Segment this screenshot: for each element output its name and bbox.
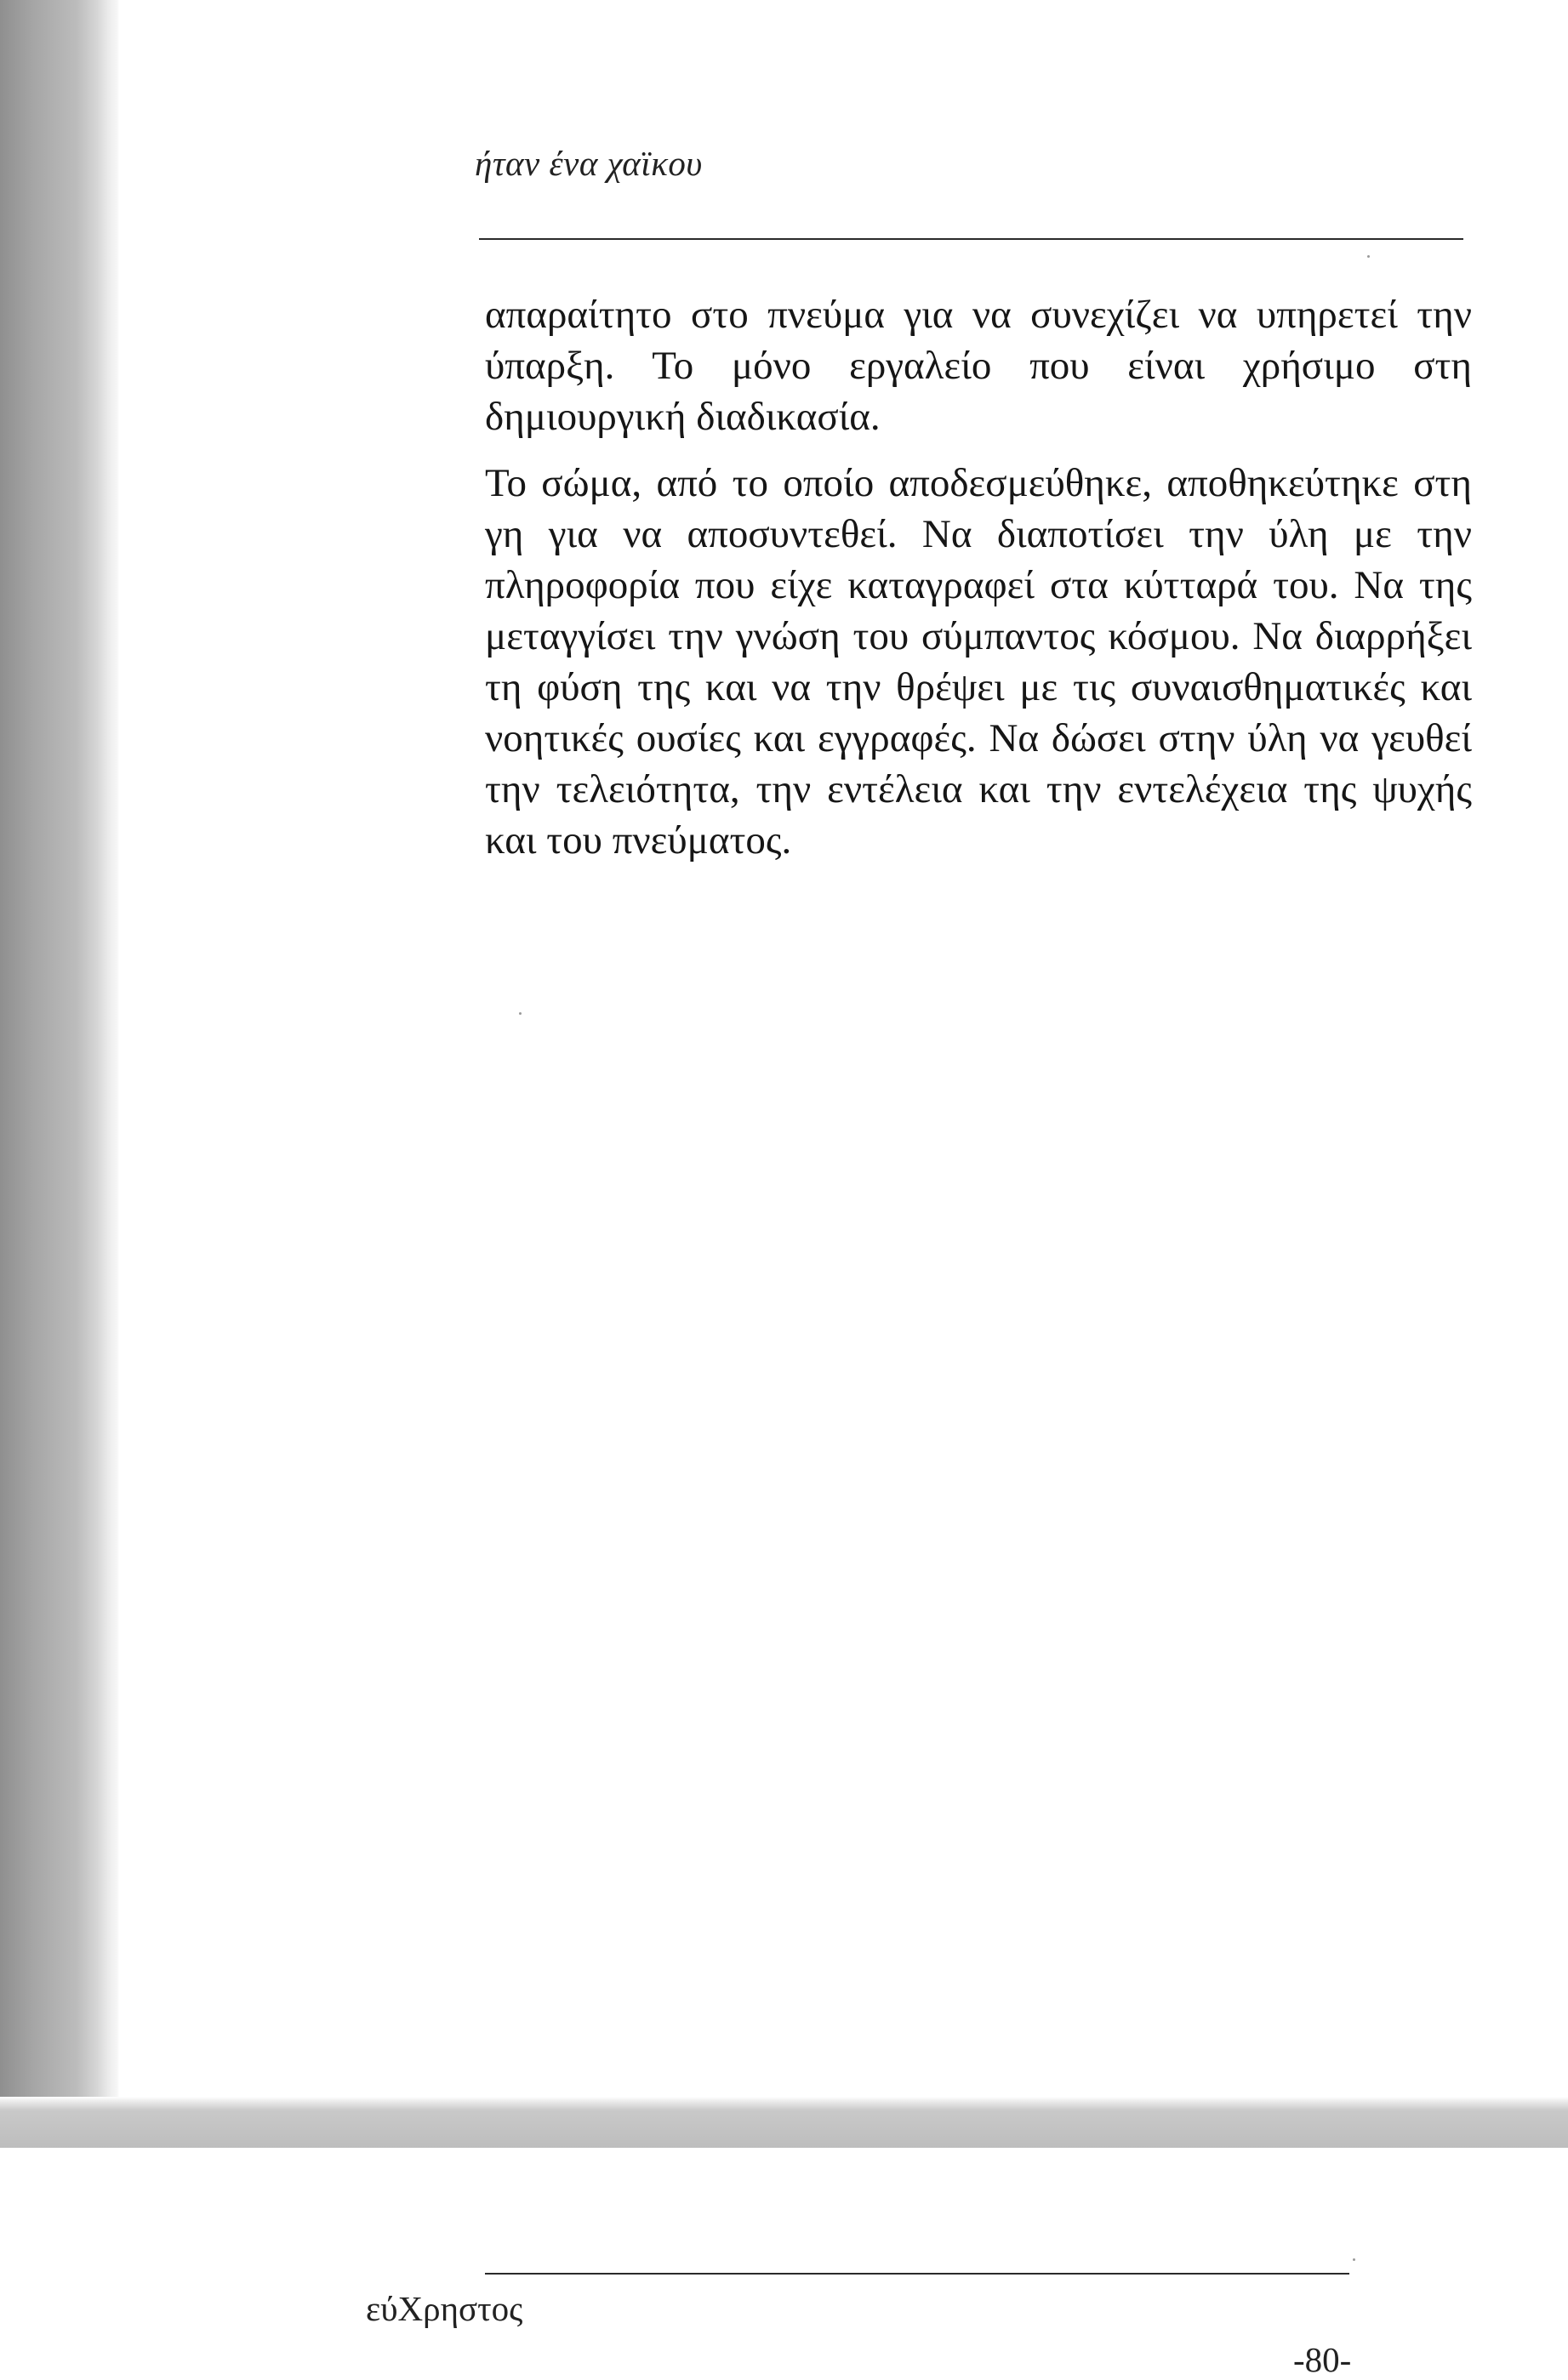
body-text bbox=[485, 289, 1472, 881]
scan-spine-shadow bbox=[0, 0, 119, 2148]
footer-author: εύΧρηστος bbox=[366, 2289, 523, 2328]
scan-speck bbox=[519, 1012, 522, 1015]
paragraph-1: απαραίτητο στο πνεύμα για να συνεχίζει να υπηρετεί την ύπαρξη. Το μόνο εργαλείο που είναι χρήσιμο στη δημιουργική διαδικασία. bbox=[485, 293, 1472, 439]
scan-speck bbox=[1367, 255, 1370, 258]
scan-speck bbox=[1353, 2258, 1355, 2261]
footer-rule bbox=[485, 2273, 1349, 2275]
scan-bottom-shadow bbox=[0, 2097, 1568, 2148]
book-page bbox=[119, 0, 1568, 2097]
page-number: -80- bbox=[1293, 2340, 1352, 2379]
paragraph-2: Το σώμα, από το οποίο αποδεσμεύθηκε, αποθηκεύτηκε στη γη για να αποσυντεθεί. Να διαποτίσει την ύλη με την πληροφορία που είχε καταγραφεί στα κύτταρά του. Να της μεταγγίσει την γνώση του σύμπαντος κόσμου. Να διαρρήξει τη φύση της και να την θρέψει με τις συναισθηματικές και νοητικές ουσίες και εγγραφές. Να δώσει στην ύλη να γευθεί την τελειότητα, την εντέλεια και την εντελέχεια της ψυχής και του πνεύματος. bbox=[485, 461, 1472, 863]
header-rule bbox=[479, 238, 1463, 240]
running-header-title: ήταν ένα χαϊκου bbox=[475, 144, 703, 183]
